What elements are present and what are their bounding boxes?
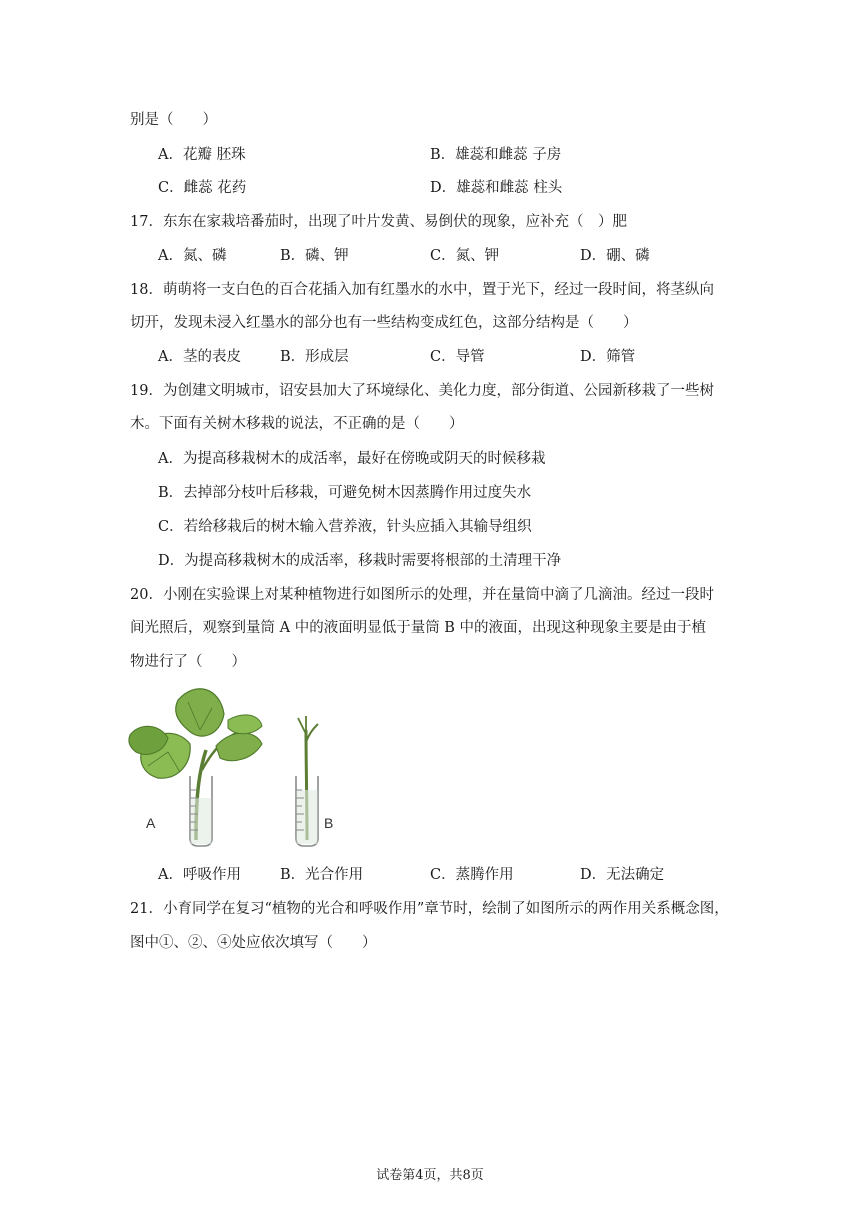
- q20-option-a: A．呼吸作用: [158, 867, 241, 883]
- q18-option-d: D．筛管: [580, 349, 636, 365]
- q18-option-b: B．形成层: [280, 349, 349, 365]
- q19-option-b: B．去掉部分枝叶后移栽，可避免树木因蒸腾作用过度失水: [158, 485, 532, 501]
- q16-option-c: C．雌蕊 花药: [158, 180, 247, 196]
- q16-stem-tail: 别是（ ）: [130, 112, 217, 128]
- q20-option-d: D．无法确定: [580, 867, 665, 883]
- q18-stem-line2: 切开，发现未浸入红墨水的部分也有一些结构变成红色，这部分结构是（ ）: [130, 315, 638, 331]
- page-footer: 试卷第4页，共8页: [376, 1168, 484, 1183]
- q18-stem-line1: 18．萌萌将一支白色的百合花插入加有红墨水的水中，置于光下，经过一段时间，将茎纵向: [130, 282, 714, 298]
- q16-option-a: A．花瓣 胚珠: [158, 147, 246, 163]
- q18-option-c: C．导管: [430, 349, 485, 365]
- q17-option-d: D．硼、磷: [580, 248, 650, 264]
- figure-label-a: A: [146, 815, 156, 831]
- q20-stem-line1: 20．小刚在实验课上对某种植物进行如图所示的处理，并在量筒中滴了几滴油。经过一段时: [130, 587, 714, 603]
- plant-cylinder-figure: [128, 680, 358, 850]
- figure-label-b: B: [324, 815, 334, 831]
- q21-stem-line2: 图中①、②、④处应依次填写（ ）: [130, 935, 377, 951]
- q21-stem-line1: 21．小育同学在复习“植物的光合和呼吸作用”章节时，绘制了如图所示的两作用关系概念图，: [130, 901, 729, 917]
- q20-stem-line2: 间光照后，观察到量筒 A 中的液面明显低于量筒 B 中的液面，出现这种现象主要是由于植: [130, 620, 707, 636]
- q16-option-d: D．雄蕊和雌蕊 柱头: [430, 180, 563, 196]
- q20-option-b: B．光合作用: [280, 867, 364, 883]
- q19-option-d: D．为提高移栽树木的成活率，移栽时需要将根部的土清理干净: [158, 553, 562, 569]
- q17-stem: 17．东东在家栽培番茄时，出现了叶片发黄、易倒伏的现象，应补充（ ）肥: [130, 214, 627, 230]
- q19-option-c: C．若给移栽后的树木输入营养液，针头应插入其输导组织: [158, 519, 532, 535]
- q19-stem-line2: 木。下面有关树木移栽的说法，不正确的是（ ）: [130, 416, 464, 432]
- q20-option-c: C．蒸腾作用: [430, 867, 514, 883]
- q20-stem-line3: 物进行了（ ）: [130, 654, 246, 670]
- cylinder-b-illustration: [296, 716, 318, 846]
- q19-stem-line1: 19．为创建文明城市，诏安县加大了环境绿化、美化力度，部分街道、公园新移栽了一些树: [130, 383, 714, 399]
- q19-option-a: A．为提高移栽树木的成活率，最好在傍晚或阴天的时候移栽: [158, 451, 546, 467]
- q17-option-c: C．氮、钾: [430, 248, 500, 264]
- q16-option-b: B．雄蕊和雌蕊 子房: [430, 147, 562, 163]
- q18-option-a: A．茎的表皮: [158, 349, 241, 365]
- q17-option-b: B．磷、钾: [280, 248, 349, 264]
- q17-option-a: A．氮、磷: [158, 248, 227, 264]
